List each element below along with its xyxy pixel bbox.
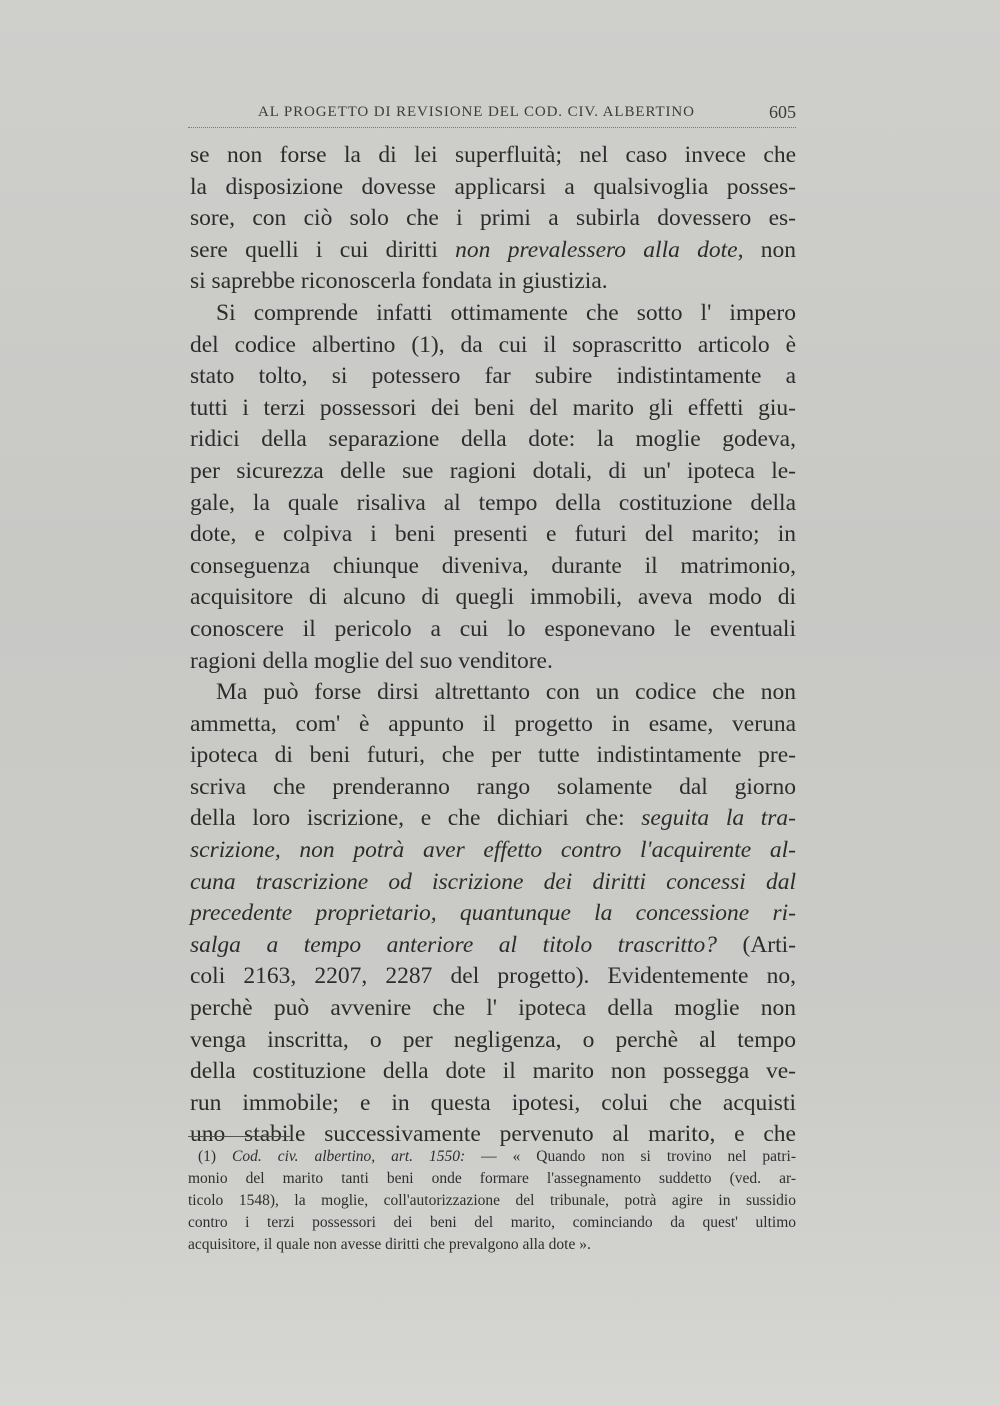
italic-span: scrizione, non potrà aver effetto contro l'acquirente al- — [190, 837, 796, 864]
footnote-line: monio del marito tanti beni onde formare l'assegnamento suddetto (ved. ar- — [188, 1170, 796, 1187]
footnote-rule — [188, 1136, 290, 1137]
text-line: conoscere il pericolo a cui lo esponevano le eventuali — [190, 615, 796, 642]
text-line: stato tolto, si potessero far subire indistintamente a — [190, 363, 796, 390]
roman-span: (Arti- — [716, 931, 796, 958]
roman-span: della loro iscrizione, e che dichiari che: — [190, 805, 642, 832]
paragraph-start-line: Si comprende infatti ottimamente che sotto l' impero — [216, 299, 796, 326]
body-text — [190, 140, 796, 1151]
text-line: per sicurezza delle sue ragioni dotali, di un' ipoteca le- — [190, 457, 796, 484]
footnote-line — [188, 1146, 796, 1168]
text-line-mixed — [190, 898, 796, 930]
text-line: conseguenza chiunque diveniva, durante il matrimonio, — [190, 552, 796, 579]
footnote-line: contro i terzi possessori dei beni del marito, cominciando da quest' ultimo — [188, 1214, 796, 1231]
footnote — [188, 1146, 796, 1256]
text-line: del codice albertino (1), da cui il soprascritto articolo è — [190, 331, 796, 358]
footnote-marker: (1) — [198, 1148, 217, 1165]
text-line: gale, la quale risaliva al tempo della costituzione della — [190, 489, 796, 516]
text-line: run immobile; e in questa ipotesi, colui che acquisti — [190, 1089, 796, 1116]
text-line: se non forse la di lei superfluità; nel caso invece che — [190, 142, 796, 168]
page-number: 605 — [769, 102, 796, 122]
text-line: acquisitore di alcuno di quegli immobili, aveva modo di — [190, 584, 796, 611]
footnote-citation: Cod. civ. albertino, art. 1550: — [232, 1148, 466, 1165]
text-line: della costituzione della dote il marito non possegga ve- — [190, 1058, 796, 1085]
paragraph-end-line: ragioni della moglie del suo venditore. — [190, 647, 553, 674]
text-line: ipoteca di beni futuri, che per tutte indistintamente pre- — [190, 742, 796, 769]
text-line: venga inscritta, o per negligenza, o perchè al tempo — [190, 1026, 796, 1053]
text-line-mixed — [190, 867, 796, 899]
text-line: sore, con ciò solo che i primi a subirla dovessero es- — [190, 205, 796, 232]
italic-span: precedente proprietario, quantunque la concessione ri- — [190, 900, 796, 927]
text-line: tutti i terzi possessori dei beni del marito gli effetti giu- — [190, 394, 796, 421]
italic-span: salga a tempo anteriore al titolo trascritto? — [190, 931, 717, 958]
text-line: la disposizione dovesse applicarsi a qualsivoglia posses- — [190, 173, 796, 200]
text-line: ridici della separazione della dote: la moglie godeva, — [190, 426, 796, 453]
footnote-line: acquisitore, il quale non avesse diritti che prevalgono alla dote ». — [188, 1236, 591, 1253]
italic-span: seguita la tra- — [641, 805, 796, 832]
text-line-mixed — [190, 235, 796, 267]
italic-span: cuna trascrizione od iscrizione dei diritti concessi dal — [190, 868, 796, 895]
running-head: AL PROGETTO DI REVISIONE DEL COD. CIV. ALBERTINO — [258, 104, 695, 120]
text-line: dote, e colpiva i beni presenti e futuri del marito; in — [190, 521, 796, 548]
text-line-mixed — [190, 835, 796, 867]
italic-span: non prevalessero alla dote, — [455, 236, 744, 263]
footnote-text: « Quando non si trovino nel patri- — [512, 1148, 796, 1165]
footnote-line: ticolo 1548), la moglie, coll'autorizzazione del tribunale, potrà agire in sussidio — [188, 1192, 796, 1209]
text-line: scriva che prenderanno rango solamente dal giorno — [190, 773, 796, 800]
page-header — [258, 104, 796, 126]
text-line: coli 2163, 2207, 2287 del progetto). Evidentemente no, — [190, 963, 796, 990]
footnote-dash: — — [481, 1148, 497, 1165]
text-line: perchè può avvenire che l' ipoteca della moglie non — [190, 995, 796, 1022]
text-line: ammetta, com' è appunto il progetto in esame, veruna — [190, 710, 796, 737]
roman-span: non — [743, 236, 797, 263]
paragraph-end-line: si saprebbe riconoscerla fondata in giustizia. — [190, 268, 608, 295]
text-line: uno stabile successivamente pervenuto al marito, e che — [190, 1121, 796, 1148]
header-rule — [188, 127, 796, 128]
text-line-mixed — [190, 803, 796, 835]
roman-span: sere quelli i cui diritti — [190, 236, 456, 263]
paragraph-start-line: Ma può forse dirsi altrettanto con un codice che non — [216, 679, 796, 706]
text-line-mixed — [190, 930, 796, 962]
